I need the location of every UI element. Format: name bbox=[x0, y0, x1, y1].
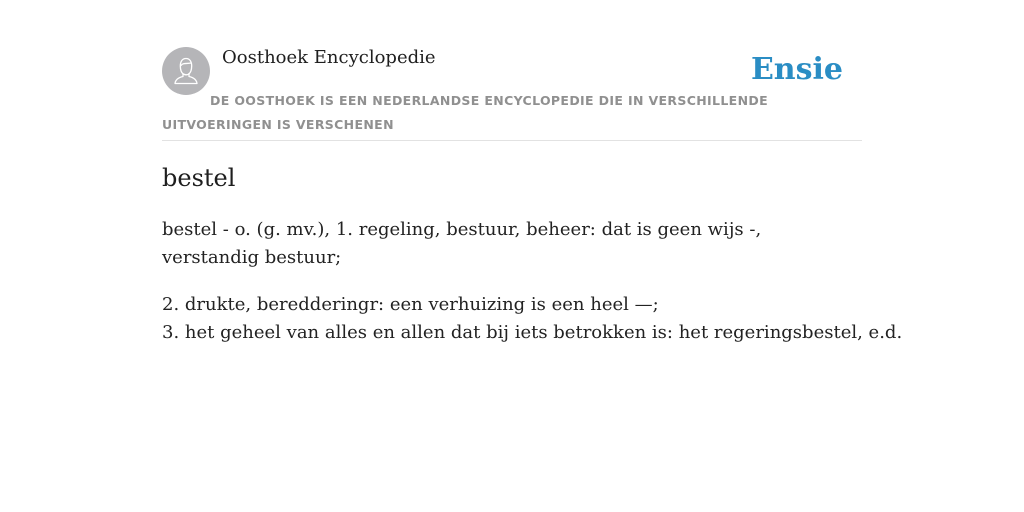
brand-logo-link[interactable]: Ensie bbox=[750, 52, 843, 87]
header bbox=[162, 0, 862, 141]
site-tagline: DE OOSTHOEK IS EEN NEDERLANDSE ENCYCLOPEDIE DIE IN VERSCHILLENDE UITVOERINGEN IS VERSCHENEN bbox=[162, 93, 768, 132]
definition-line-2: 2. drukte, beredderingr: een verhuizing is een heel —; bbox=[162, 294, 659, 315]
entry-paragraph-2 bbox=[162, 291, 903, 347]
entry-paragraph-1: bestel - o. (g. mv.), 1. regeling, bestuur, beheer: dat is geen wijs -, verstandig bestuur; bbox=[162, 219, 762, 268]
definition-line-3: 3. het geheel van alles en allen dat bij iets betrokken is: het regeringsbestel, e.d. bbox=[162, 322, 903, 343]
avatar[interactable] bbox=[162, 47, 210, 95]
page-container bbox=[162, 0, 903, 512]
entry-title: bestel bbox=[162, 164, 236, 192]
site-title-link[interactable]: Oosthoek Encyclopedie bbox=[222, 47, 436, 68]
user-icon bbox=[162, 47, 210, 95]
